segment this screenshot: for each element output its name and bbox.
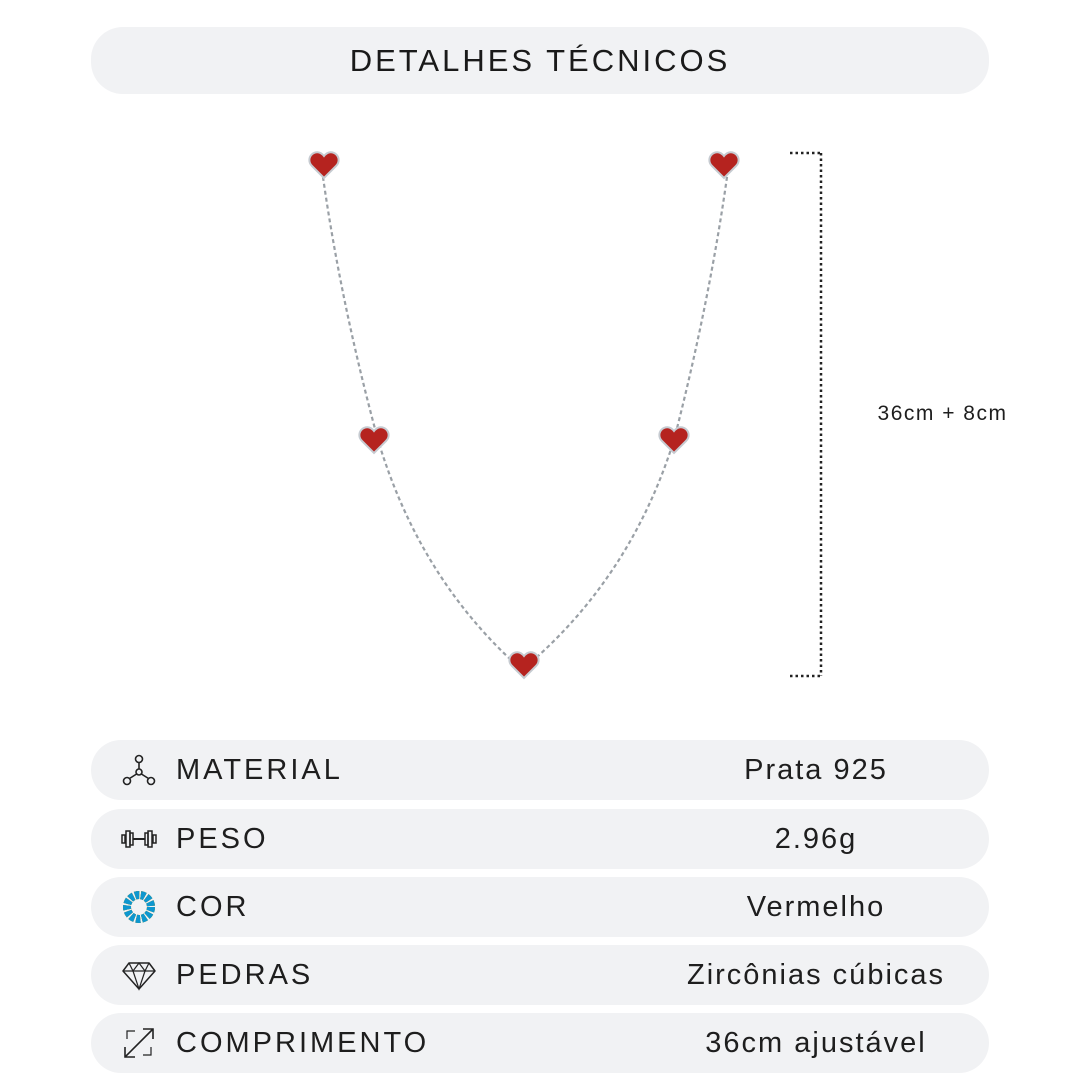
diamond-icon — [121, 957, 157, 993]
heart-stone-top-right — [709, 152, 738, 178]
color-wheel-icon — [121, 889, 157, 925]
length-arrow-icon — [121, 1025, 157, 1061]
spec-value: Prata 925 — [744, 754, 888, 786]
spec-label: PESO — [176, 823, 269, 855]
spec-row-color — [91, 877, 989, 937]
spec-row-material — [91, 740, 989, 800]
necklace-icon — [290, 140, 770, 700]
spec-label: PEDRAS — [176, 959, 314, 991]
heart-stone-top-left — [309, 152, 338, 178]
spec-value: 36cm ajustável — [705, 1027, 927, 1059]
molecule-icon — [121, 752, 157, 788]
dumbbell-icon — [121, 821, 157, 857]
heart-stone-middle-left — [359, 427, 388, 453]
heart-stone-middle-right — [659, 427, 688, 453]
spec-row-length — [91, 1013, 989, 1073]
spec-value: 2.96g — [774, 823, 858, 855]
page-title: DETALHES TÉCNICOS — [349, 42, 731, 78]
spec-label: MATERIAL — [176, 754, 343, 786]
header-pill — [91, 27, 989, 94]
spec-value: Zircônias cúbicas — [686, 959, 946, 991]
dimension-indicator — [780, 140, 840, 700]
dimension-label: 36cm + 8cm — [877, 402, 1008, 425]
spec-row-weight — [91, 809, 989, 869]
spec-label: COMPRIMENTO — [176, 1027, 430, 1059]
product-image — [290, 140, 770, 700]
spec-row-stones — [91, 945, 989, 1005]
spec-value: Vermelho — [746, 891, 886, 923]
heart-stone-bottom — [509, 652, 538, 678]
spec-label: COR — [176, 891, 250, 923]
